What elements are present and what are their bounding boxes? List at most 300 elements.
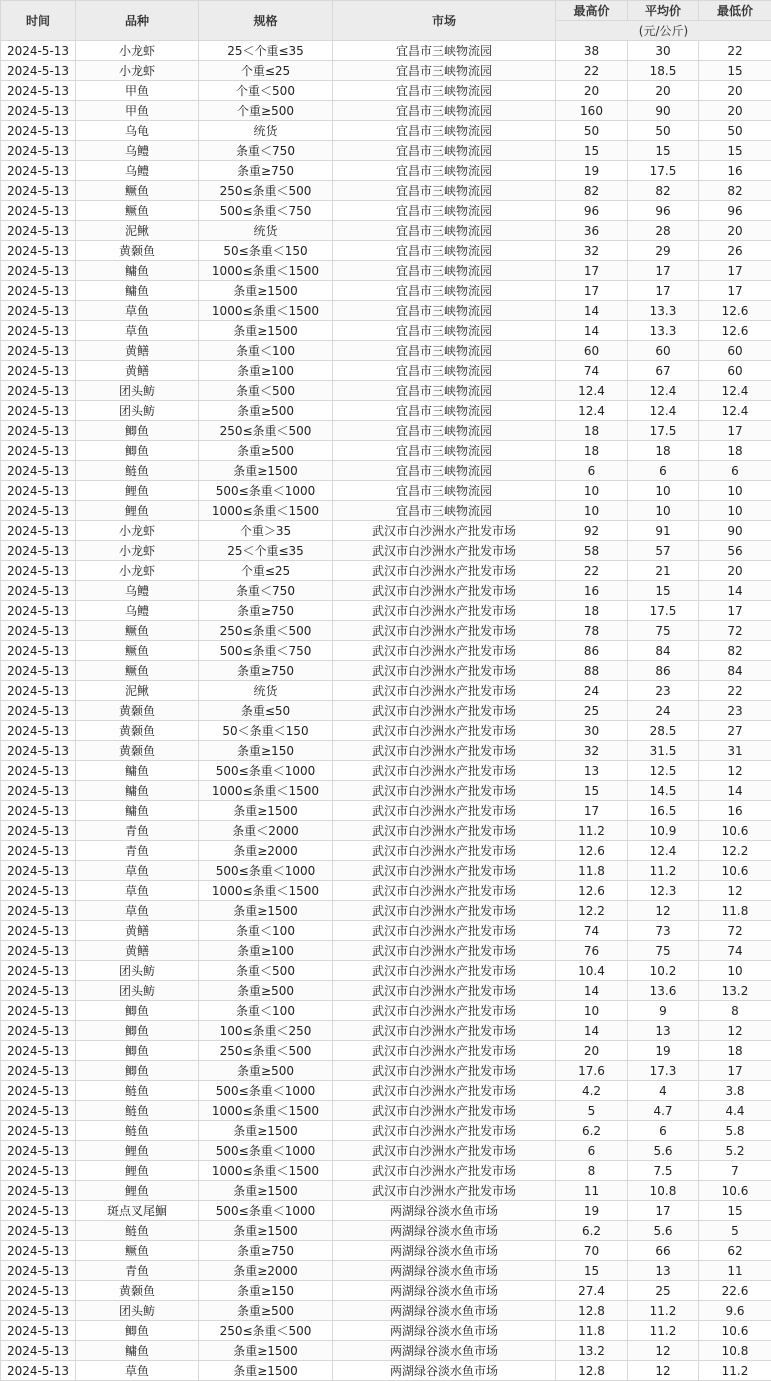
spec-cell: 条重≥150 [199, 741, 333, 761]
header-variety: 品种 [76, 1, 199, 41]
max-price-cell: 10.4 [556, 961, 628, 981]
min-price-cell: 8 [699, 1001, 771, 1021]
time-cell: 2024-5-13 [1, 161, 76, 181]
time-cell: 2024-5-13 [1, 641, 76, 661]
time-cell: 2024-5-13 [1, 101, 76, 121]
max-price-cell: 58 [556, 541, 628, 561]
avg-price-cell: 12 [628, 1341, 699, 1361]
variety-cell: 泥鳅 [76, 221, 199, 241]
max-price-cell: 22 [556, 561, 628, 581]
time-cell: 2024-5-13 [1, 1261, 76, 1281]
variety-cell: 乌鳢 [76, 581, 199, 601]
table-row [1, 1021, 771, 1041]
time-cell: 2024-5-13 [1, 1161, 76, 1181]
variety-cell: 鲫鱼 [76, 1321, 199, 1341]
max-price-cell: 16 [556, 581, 628, 601]
variety-cell: 团头鲂 [76, 1301, 199, 1321]
market-cell: 宜昌市三峡物流园 [333, 261, 556, 281]
avg-price-cell: 4 [628, 1081, 699, 1101]
table-row [1, 81, 771, 101]
max-price-cell: 14 [556, 321, 628, 341]
table-row [1, 701, 771, 721]
min-price-cell: 22 [699, 681, 771, 701]
avg-price-cell: 50 [628, 121, 699, 141]
market-cell: 武汉市白沙洲水产批发市场 [333, 621, 556, 641]
min-price-cell: 20 [699, 561, 771, 581]
min-price-cell: 20 [699, 221, 771, 241]
avg-price-cell: 75 [628, 941, 699, 961]
min-price-cell: 14 [699, 581, 771, 601]
variety-cell: 鲢鱼 [76, 1221, 199, 1241]
spec-cell: 条重≥500 [199, 981, 333, 1001]
market-cell: 两湖绿谷淡水鱼市场 [333, 1221, 556, 1241]
table-row [1, 401, 771, 421]
spec-cell: 个重≥500 [199, 101, 333, 121]
avg-price-cell: 67 [628, 361, 699, 381]
time-cell: 2024-5-13 [1, 801, 76, 821]
market-cell: 宜昌市三峡物流园 [333, 401, 556, 421]
variety-cell: 鳙鱼 [76, 801, 199, 821]
table-row [1, 581, 771, 601]
time-cell: 2024-5-13 [1, 741, 76, 761]
avg-price-cell: 30 [628, 41, 699, 61]
time-cell: 2024-5-13 [1, 401, 76, 421]
time-cell: 2024-5-13 [1, 521, 76, 541]
variety-cell: 黄鳝 [76, 341, 199, 361]
time-cell: 2024-5-13 [1, 421, 76, 441]
spec-cell: 条重≥2000 [199, 841, 333, 861]
variety-cell: 鲤鱼 [76, 481, 199, 501]
min-price-cell: 17 [699, 1061, 771, 1081]
variety-cell: 鳙鱼 [76, 1341, 199, 1361]
variety-cell: 草鱼 [76, 1361, 199, 1381]
table-row [1, 241, 771, 261]
spec-cell: 条重≥750 [199, 161, 333, 181]
market-cell: 武汉市白沙洲水产批发市场 [333, 921, 556, 941]
avg-price-cell: 31.5 [628, 741, 699, 761]
time-cell: 2024-5-13 [1, 1101, 76, 1121]
table-row [1, 1141, 771, 1161]
avg-price-cell: 12.5 [628, 761, 699, 781]
min-price-cell: 10.6 [699, 861, 771, 881]
max-price-cell: 18 [556, 601, 628, 621]
table-row [1, 281, 771, 301]
max-price-cell: 17 [556, 261, 628, 281]
variety-cell: 鲤鱼 [76, 501, 199, 521]
min-price-cell: 12 [699, 1021, 771, 1041]
time-cell: 2024-5-13 [1, 981, 76, 1001]
max-price-cell: 11.8 [556, 861, 628, 881]
time-cell: 2024-5-13 [1, 61, 76, 81]
variety-cell: 鲤鱼 [76, 1181, 199, 1201]
min-price-cell: 72 [699, 921, 771, 941]
table-row [1, 421, 771, 441]
max-price-cell: 82 [556, 181, 628, 201]
header-unit: (元/公斤) [556, 21, 771, 41]
spec-cell: 500≤条重＜750 [199, 201, 333, 221]
variety-cell: 鲤鱼 [76, 1161, 199, 1181]
market-cell: 两湖绿谷淡水鱼市场 [333, 1361, 556, 1381]
avg-price-cell: 10.8 [628, 1181, 699, 1201]
spec-cell: 500≤条重＜750 [199, 641, 333, 661]
max-price-cell: 18 [556, 441, 628, 461]
variety-cell: 甲鱼 [76, 101, 199, 121]
min-price-cell: 14 [699, 781, 771, 801]
market-cell: 武汉市白沙洲水产批发市场 [333, 641, 556, 661]
time-cell: 2024-5-13 [1, 561, 76, 581]
variety-cell: 青鱼 [76, 841, 199, 861]
min-price-cell: 96 [699, 201, 771, 221]
min-price-cell: 16 [699, 801, 771, 821]
time-cell: 2024-5-13 [1, 381, 76, 401]
table-row [1, 941, 771, 961]
avg-price-cell: 13.6 [628, 981, 699, 1001]
variety-cell: 泥鳅 [76, 681, 199, 701]
time-cell: 2024-5-13 [1, 681, 76, 701]
table-row [1, 881, 771, 901]
table-row [1, 301, 771, 321]
avg-price-cell: 75 [628, 621, 699, 641]
avg-price-cell: 18 [628, 441, 699, 461]
market-cell: 武汉市白沙洲水产批发市场 [333, 821, 556, 841]
header-spec: 规格 [199, 1, 333, 41]
min-price-cell: 12 [699, 881, 771, 901]
table-row [1, 601, 771, 621]
min-price-cell: 10 [699, 961, 771, 981]
table-row [1, 741, 771, 761]
spec-cell: 1000≤条重＜1500 [199, 881, 333, 901]
time-cell: 2024-5-13 [1, 221, 76, 241]
min-price-cell: 18 [699, 441, 771, 461]
max-price-cell: 14 [556, 1021, 628, 1041]
max-price-cell: 4.2 [556, 1081, 628, 1101]
table-row [1, 1221, 771, 1241]
spec-cell: 条重＜100 [199, 921, 333, 941]
time-cell: 2024-5-13 [1, 661, 76, 681]
market-cell: 武汉市白沙洲水产批发市场 [333, 801, 556, 821]
time-cell: 2024-5-13 [1, 601, 76, 621]
max-price-cell: 14 [556, 301, 628, 321]
market-cell: 武汉市白沙洲水产批发市场 [333, 521, 556, 541]
market-cell: 武汉市白沙洲水产批发市场 [333, 781, 556, 801]
variety-cell: 团头鲂 [76, 981, 199, 1001]
avg-price-cell: 14.5 [628, 781, 699, 801]
avg-price-cell: 19 [628, 1041, 699, 1061]
variety-cell: 乌鳢 [76, 141, 199, 161]
market-cell: 宜昌市三峡物流园 [333, 141, 556, 161]
min-price-cell: 12 [699, 761, 771, 781]
max-price-cell: 12.2 [556, 901, 628, 921]
market-cell: 宜昌市三峡物流园 [333, 341, 556, 361]
time-cell: 2024-5-13 [1, 1041, 76, 1061]
market-cell: 武汉市白沙洲水产批发市场 [333, 981, 556, 1001]
market-cell: 宜昌市三峡物流园 [333, 381, 556, 401]
min-price-cell: 9.6 [699, 1301, 771, 1321]
table-row [1, 501, 771, 521]
avg-price-cell: 17 [628, 1201, 699, 1221]
spec-cell: 条重≥500 [199, 441, 333, 461]
spec-cell: 25＜个重≤35 [199, 41, 333, 61]
variety-cell: 团头鲂 [76, 381, 199, 401]
spec-cell: 1000≤条重＜1500 [199, 301, 333, 321]
spec-cell: 条重≥1500 [199, 901, 333, 921]
max-price-cell: 22 [556, 61, 628, 81]
table-row [1, 1161, 771, 1181]
avg-price-cell: 4.7 [628, 1101, 699, 1121]
spec-cell: 个重≤25 [199, 561, 333, 581]
table-row [1, 1201, 771, 1221]
table-row [1, 801, 771, 821]
avg-price-cell: 12.4 [628, 381, 699, 401]
market-cell: 武汉市白沙洲水产批发市场 [333, 1181, 556, 1201]
market-cell: 武汉市白沙洲水产批发市场 [333, 741, 556, 761]
time-cell: 2024-5-13 [1, 1001, 76, 1021]
avg-price-cell: 24 [628, 701, 699, 721]
max-price-cell: 12.8 [556, 1361, 628, 1381]
time-cell: 2024-5-13 [1, 861, 76, 881]
spec-cell: 条重≥100 [199, 361, 333, 381]
spec-cell: 500≤条重＜1000 [199, 481, 333, 501]
spec-cell: 个重＞35 [199, 521, 333, 541]
min-price-cell: 17 [699, 281, 771, 301]
table-row [1, 661, 771, 681]
time-cell: 2024-5-13 [1, 1201, 76, 1221]
min-price-cell: 82 [699, 181, 771, 201]
avg-price-cell: 82 [628, 181, 699, 201]
max-price-cell: 11 [556, 1181, 628, 1201]
table-row [1, 201, 771, 221]
spec-cell: 条重≥750 [199, 601, 333, 621]
min-price-cell: 15 [699, 61, 771, 81]
market-cell: 宜昌市三峡物流园 [333, 181, 556, 201]
spec-cell: 250≤条重＜500 [199, 181, 333, 201]
market-cell: 宜昌市三峡物流园 [333, 101, 556, 121]
min-price-cell: 26 [699, 241, 771, 261]
header-market: 市场 [333, 1, 556, 41]
min-price-cell: 17 [699, 601, 771, 621]
max-price-cell: 13.2 [556, 1341, 628, 1361]
max-price-cell: 8 [556, 1161, 628, 1181]
market-cell: 武汉市白沙洲水产批发市场 [333, 721, 556, 741]
time-cell: 2024-5-13 [1, 761, 76, 781]
variety-cell: 草鱼 [76, 861, 199, 881]
variety-cell: 黄颡鱼 [76, 1281, 199, 1301]
table-row [1, 1061, 771, 1081]
variety-cell: 鲢鱼 [76, 1121, 199, 1141]
max-price-cell: 13 [556, 761, 628, 781]
spec-cell: 50＜条重＜150 [199, 721, 333, 741]
avg-price-cell: 17 [628, 281, 699, 301]
max-price-cell: 12.6 [556, 841, 628, 861]
min-price-cell: 12.4 [699, 381, 771, 401]
time-cell: 2024-5-13 [1, 281, 76, 301]
min-price-cell: 17 [699, 421, 771, 441]
variety-cell: 鳙鱼 [76, 281, 199, 301]
table-row [1, 381, 771, 401]
market-cell: 两湖绿谷淡水鱼市场 [333, 1261, 556, 1281]
spec-cell: 50≤条重＜150 [199, 241, 333, 261]
table-row [1, 961, 771, 981]
max-price-cell: 17.6 [556, 1061, 628, 1081]
market-cell: 宜昌市三峡物流园 [333, 421, 556, 441]
market-cell: 宜昌市三峡物流园 [333, 81, 556, 101]
min-price-cell: 10 [699, 481, 771, 501]
market-cell: 武汉市白沙洲水产批发市场 [333, 681, 556, 701]
variety-cell: 鳙鱼 [76, 761, 199, 781]
avg-price-cell: 11.2 [628, 1321, 699, 1341]
market-cell: 宜昌市三峡物流园 [333, 121, 556, 141]
variety-cell: 鲢鱼 [76, 1081, 199, 1101]
variety-cell: 草鱼 [76, 901, 199, 921]
variety-cell: 乌龟 [76, 121, 199, 141]
variety-cell: 乌鳢 [76, 601, 199, 621]
market-cell: 两湖绿谷淡水鱼市场 [333, 1341, 556, 1361]
table-row [1, 181, 771, 201]
time-cell: 2024-5-13 [1, 321, 76, 341]
avg-price-cell: 13.3 [628, 321, 699, 341]
max-price-cell: 12.4 [556, 381, 628, 401]
market-cell: 宜昌市三峡物流园 [333, 461, 556, 481]
min-price-cell: 82 [699, 641, 771, 661]
variety-cell: 乌鳢 [76, 161, 199, 181]
max-price-cell: 24 [556, 681, 628, 701]
market-cell: 武汉市白沙洲水产批发市场 [333, 841, 556, 861]
spec-cell: 条重≥750 [199, 1241, 333, 1261]
avg-price-cell: 12.4 [628, 841, 699, 861]
spec-cell: 条重≤50 [199, 701, 333, 721]
avg-price-cell: 11.2 [628, 861, 699, 881]
min-price-cell: 3.8 [699, 1081, 771, 1101]
max-price-cell: 88 [556, 661, 628, 681]
variety-cell: 鲫鱼 [76, 441, 199, 461]
market-cell: 武汉市白沙洲水产批发市场 [333, 1041, 556, 1061]
time-cell: 2024-5-13 [1, 1061, 76, 1081]
market-cell: 宜昌市三峡物流园 [333, 241, 556, 261]
variety-cell: 黄颡鱼 [76, 701, 199, 721]
table-row [1, 341, 771, 361]
avg-price-cell: 86 [628, 661, 699, 681]
min-price-cell: 13.2 [699, 981, 771, 1001]
table-row [1, 761, 771, 781]
table-row [1, 41, 771, 61]
min-price-cell: 5.2 [699, 1141, 771, 1161]
market-cell: 两湖绿谷淡水鱼市场 [333, 1321, 556, 1341]
table-row [1, 1121, 771, 1141]
max-price-cell: 15 [556, 781, 628, 801]
min-price-cell: 20 [699, 101, 771, 121]
variety-cell: 鳙鱼 [76, 261, 199, 281]
max-price-cell: 15 [556, 1261, 628, 1281]
max-price-cell: 5 [556, 1101, 628, 1121]
table-body [1, 41, 771, 1381]
time-cell: 2024-5-13 [1, 1361, 76, 1381]
variety-cell: 鲢鱼 [76, 461, 199, 481]
table-row [1, 621, 771, 641]
table-row [1, 521, 771, 541]
max-price-cell: 74 [556, 921, 628, 941]
market-cell: 宜昌市三峡物流园 [333, 281, 556, 301]
max-price-cell: 10 [556, 481, 628, 501]
max-price-cell: 20 [556, 1041, 628, 1061]
spec-cell: 个重≤25 [199, 61, 333, 81]
max-price-cell: 25 [556, 701, 628, 721]
time-cell: 2024-5-13 [1, 1341, 76, 1361]
min-price-cell: 60 [699, 361, 771, 381]
max-price-cell: 38 [556, 41, 628, 61]
min-price-cell: 7 [699, 1161, 771, 1181]
header-avg-price: 平均价 [628, 1, 699, 21]
min-price-cell: 10.6 [699, 1321, 771, 1341]
time-cell: 2024-5-13 [1, 1141, 76, 1161]
table-row [1, 221, 771, 241]
market-cell: 武汉市白沙洲水产批发市场 [333, 1021, 556, 1041]
time-cell: 2024-5-13 [1, 1121, 76, 1141]
max-price-cell: 86 [556, 641, 628, 661]
variety-cell: 甲鱼 [76, 81, 199, 101]
spec-cell: 250≤条重＜500 [199, 421, 333, 441]
table-row [1, 261, 771, 281]
variety-cell: 斑点叉尾鮰 [76, 1201, 199, 1221]
max-price-cell: 11.2 [556, 821, 628, 841]
table-row [1, 861, 771, 881]
variety-cell: 鳜鱼 [76, 1241, 199, 1261]
max-price-cell: 10 [556, 1001, 628, 1021]
variety-cell: 青鱼 [76, 1261, 199, 1281]
market-cell: 武汉市白沙洲水产批发市场 [333, 761, 556, 781]
market-cell: 武汉市白沙洲水产批发市场 [333, 1001, 556, 1021]
variety-cell: 鲢鱼 [76, 1101, 199, 1121]
min-price-cell: 12.2 [699, 841, 771, 861]
market-cell: 宜昌市三峡物流园 [333, 321, 556, 341]
avg-price-cell: 15 [628, 141, 699, 161]
min-price-cell: 11 [699, 1261, 771, 1281]
spec-cell: 250≤条重＜500 [199, 621, 333, 641]
spec-cell: 条重≥500 [199, 1301, 333, 1321]
table-row [1, 901, 771, 921]
header-min-price: 最低价 [699, 1, 771, 21]
market-cell: 宜昌市三峡物流园 [333, 301, 556, 321]
table-row [1, 561, 771, 581]
variety-cell: 草鱼 [76, 301, 199, 321]
variety-cell: 小龙虾 [76, 541, 199, 561]
time-cell: 2024-5-13 [1, 141, 76, 161]
market-cell: 武汉市白沙洲水产批发市场 [333, 1121, 556, 1141]
time-cell: 2024-5-13 [1, 201, 76, 221]
time-cell: 2024-5-13 [1, 841, 76, 861]
avg-price-cell: 28 [628, 221, 699, 241]
spec-cell: 条重＜100 [199, 341, 333, 361]
min-price-cell: 10.8 [699, 1341, 771, 1361]
min-price-cell: 5.8 [699, 1121, 771, 1141]
market-cell: 武汉市白沙洲水产批发市场 [333, 1161, 556, 1181]
spec-cell: 条重≥500 [199, 1061, 333, 1081]
table-row [1, 161, 771, 181]
min-price-cell: 22 [699, 41, 771, 61]
variety-cell: 小龙虾 [76, 561, 199, 581]
min-price-cell: 5 [699, 1221, 771, 1241]
market-cell: 武汉市白沙洲水产批发市场 [333, 661, 556, 681]
market-cell: 两湖绿谷淡水鱼市场 [333, 1281, 556, 1301]
spec-cell: 25＜个重≤35 [199, 541, 333, 561]
header-time: 时间 [1, 1, 76, 41]
max-price-cell: 10 [556, 501, 628, 521]
max-price-cell: 78 [556, 621, 628, 641]
market-cell: 宜昌市三峡物流园 [333, 61, 556, 81]
table-row [1, 441, 771, 461]
market-cell: 武汉市白沙洲水产批发市场 [333, 861, 556, 881]
avg-price-cell: 23 [628, 681, 699, 701]
min-price-cell: 27 [699, 721, 771, 741]
